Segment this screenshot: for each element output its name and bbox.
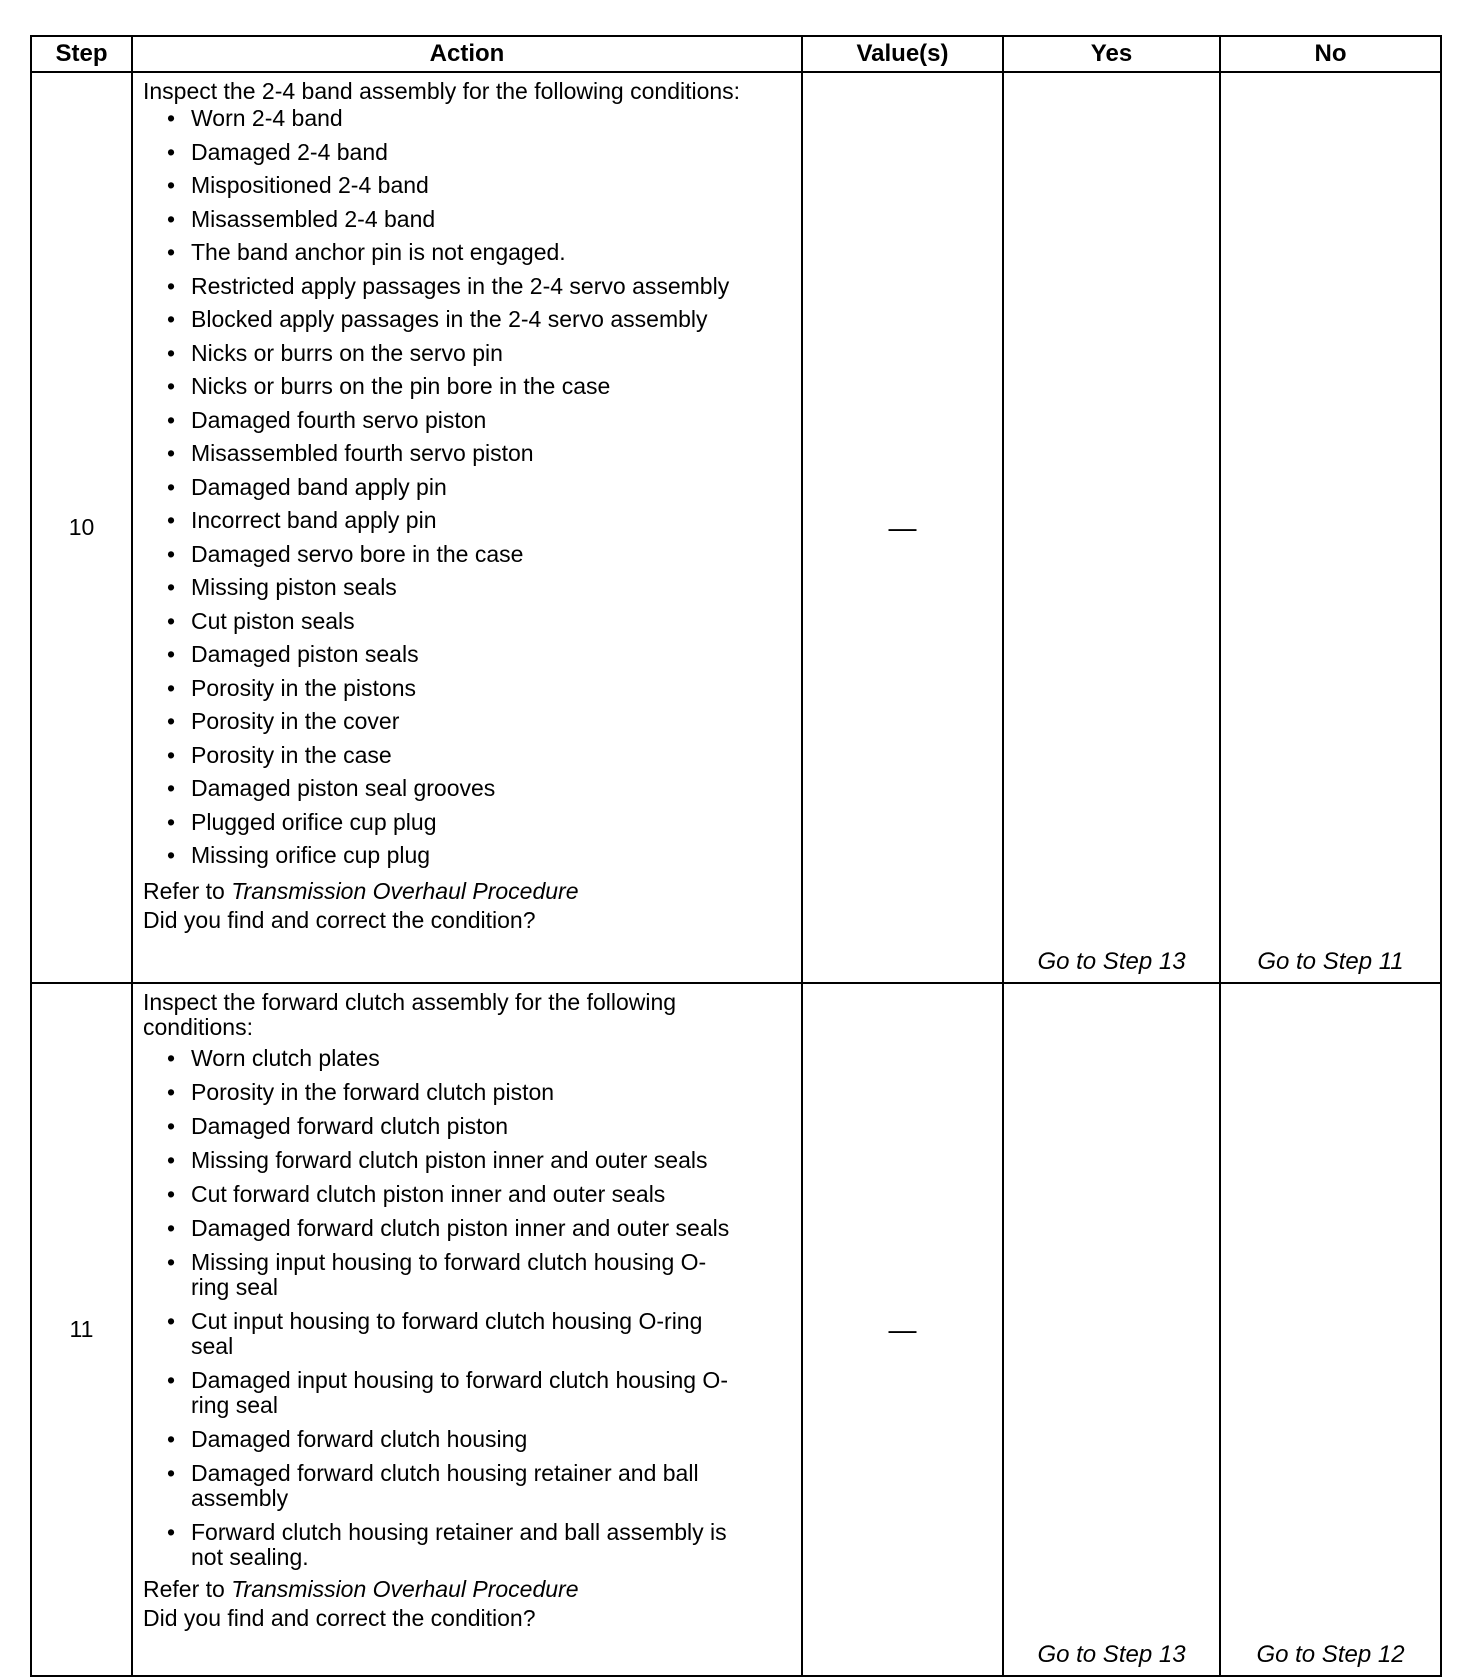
list-item <box>167 843 793 877</box>
bullet: • <box>167 272 176 299</box>
list-item <box>167 307 793 341</box>
condition-text: Damaged forward clutch piston inner and outer seals <box>191 1215 730 1241</box>
list-item <box>167 776 793 810</box>
bullet: • <box>167 306 176 332</box>
value-cell: — <box>802 72 1003 983</box>
condition-text: Porosity in the case <box>191 741 392 768</box>
list-item <box>167 1423 737 1457</box>
condition-text: Damaged piston seals <box>191 641 419 667</box>
list-item <box>167 676 793 710</box>
no-cell: Go to Step 11 <box>1220 72 1441 983</box>
condition-text: Cut input housing to forward clutch housing O-ring seal <box>191 1308 703 1359</box>
list-item <box>167 1076 737 1110</box>
condition-text: Forward clutch housing retainer and ball assembly is not sealing. <box>191 1519 727 1570</box>
bullet: • <box>167 775 176 801</box>
list-item <box>167 1144 737 1178</box>
yes-cell: Go to Step 13 <box>1003 983 1220 1676</box>
reference-line <box>143 879 793 904</box>
action-cell <box>132 72 802 983</box>
bullet: • <box>167 708 176 734</box>
bullet: • <box>167 440 176 466</box>
bullet: • <box>167 607 176 634</box>
bullet: • <box>167 1113 176 1139</box>
list-item <box>167 408 793 442</box>
list-item <box>167 441 793 475</box>
condition-text: Misassembled 2-4 band <box>191 205 436 232</box>
bullet: • <box>167 406 176 433</box>
bullet: • <box>167 1215 176 1241</box>
bullet: • <box>167 1147 176 1173</box>
step-number: 10 <box>31 72 132 983</box>
list-item <box>167 1364 737 1423</box>
condition-text: Cut piston seals <box>191 607 355 634</box>
bullet: • <box>167 507 176 533</box>
list-item <box>167 810 793 844</box>
list-item <box>167 106 793 140</box>
refer-prefix: Refer to <box>143 1576 232 1602</box>
condition-text: Missing orifice cup plug <box>191 842 431 868</box>
header-no: No <box>1220 36 1441 72</box>
question-text: Did you find and correct the condition? <box>143 906 536 933</box>
list-item <box>167 274 793 308</box>
condition-text: Nicks or burrs on the pin bore in the case <box>191 373 611 399</box>
bullet: • <box>167 674 176 701</box>
list-item <box>167 475 793 509</box>
condition-text: The band anchor pin is not engaged. <box>191 239 566 265</box>
header-step: Step <box>31 36 132 72</box>
bullet: • <box>167 641 176 667</box>
bullet: • <box>167 138 176 165</box>
list-item <box>167 1212 737 1246</box>
list-item <box>167 1246 737 1305</box>
bullet: • <box>167 1079 176 1105</box>
list-item <box>167 642 793 676</box>
bullet: • <box>167 842 176 868</box>
condition-text: Damaged band apply pin <box>191 473 447 500</box>
condition-text: Incorrect band apply pin <box>191 507 437 533</box>
list-item <box>167 140 793 174</box>
condition-text: Cut forward clutch piston inner and outer seals <box>191 1181 666 1207</box>
bullet: • <box>167 1181 176 1207</box>
diagnostic-table <box>30 35 1442 1677</box>
list-item <box>167 1457 737 1516</box>
bullet: • <box>167 540 176 567</box>
condition-text: Porosity in the cover <box>191 708 400 734</box>
list-item <box>167 542 793 576</box>
bullet: • <box>167 1367 176 1393</box>
list-item <box>167 341 793 375</box>
table-row <box>31 983 1441 1676</box>
action-intro: Inspect the forward clutch assembly for the following conditions: <box>143 989 677 1040</box>
bullet: • <box>167 172 176 198</box>
list-item <box>167 374 793 408</box>
condition-text: Missing forward clutch piston inner and outer seals <box>191 1147 708 1173</box>
condition-text: Worn 2-4 band <box>191 105 343 131</box>
yes-cell: Go to Step 13 <box>1003 72 1220 983</box>
condition-text: Porosity in the pistons <box>191 674 417 701</box>
bullet: • <box>167 808 176 835</box>
list-item <box>167 1516 737 1575</box>
condition-text: Damaged forward clutch housing retainer and ball assembly <box>191 1460 699 1511</box>
condition-text: Worn clutch plates <box>191 1045 380 1071</box>
bullet: • <box>167 1249 176 1275</box>
list-item <box>167 1110 737 1144</box>
condition-text: Damaged servo bore in the case <box>191 540 524 567</box>
condition-text: Damaged input housing to forward clutch housing O-ring seal <box>191 1367 728 1418</box>
header-row <box>31 36 1441 72</box>
value-cell: — <box>802 983 1003 1676</box>
list-item <box>167 173 793 207</box>
condition-text: Misassembled fourth servo piston <box>191 440 534 466</box>
list-item <box>167 575 793 609</box>
condition-text: Nicks or burrs on the servo pin <box>191 339 503 366</box>
question-text: Did you find and correct the condition? <box>143 1605 536 1631</box>
condition-text: Damaged forward clutch piston <box>191 1113 509 1139</box>
bullet: • <box>167 205 176 232</box>
step-number: 11 <box>31 983 132 1676</box>
bullet: • <box>167 1426 176 1452</box>
condition-text: Mispositioned 2-4 band <box>191 172 429 198</box>
list-item <box>167 1178 737 1212</box>
condition-list <box>143 106 793 877</box>
condition-text: Plugged orifice cup plug <box>191 808 437 835</box>
bullet: • <box>167 339 176 366</box>
bullet: • <box>167 373 176 399</box>
condition-text: Missing piston seals <box>191 574 397 600</box>
table-row <box>31 72 1441 983</box>
bullet: • <box>167 105 176 131</box>
list-item <box>167 240 793 274</box>
no-cell: Go to Step 12 <box>1220 983 1441 1676</box>
bullet: • <box>167 239 176 265</box>
condition-text: Porosity in the forward clutch piston <box>191 1079 555 1105</box>
list-item <box>167 609 793 643</box>
condition-text: Damaged 2-4 band <box>191 138 388 165</box>
condition-text: Damaged forward clutch housing <box>191 1426 528 1452</box>
refer-document: Transmission Overhaul Procedure <box>231 1576 579 1602</box>
condition-text: Damaged piston seal grooves <box>191 775 496 801</box>
action-intro: Inspect the 2-4 band assembly for the following conditions: <box>143 78 741 104</box>
bullet: • <box>167 1308 176 1334</box>
bullet: • <box>167 1045 176 1071</box>
action-cell <box>132 983 802 1676</box>
header-action: Action <box>132 36 802 72</box>
header-yes: Yes <box>1003 36 1220 72</box>
bullet: • <box>167 473 176 500</box>
bullet: • <box>167 1460 176 1486</box>
condition-text: Blocked apply passages in the 2-4 servo assembly <box>191 306 708 332</box>
list-item <box>167 709 793 743</box>
condition-text: Missing input housing to forward clutch housing O-ring seal <box>191 1249 707 1300</box>
condition-text: Damaged fourth servo piston <box>191 406 487 433</box>
bullet: • <box>167 1519 176 1545</box>
list-item <box>167 207 793 241</box>
condition-list <box>143 1042 737 1575</box>
list-item <box>167 1305 737 1364</box>
reference-line <box>143 1577 793 1602</box>
list-item <box>167 1042 737 1076</box>
refer-prefix: Refer to <box>143 877 232 904</box>
bullet: • <box>167 741 176 768</box>
refer-document: Transmission Overhaul Procedure <box>231 877 579 904</box>
bullet: • <box>167 574 176 600</box>
list-item <box>167 508 793 542</box>
list-item <box>167 743 793 777</box>
header-values: Value(s) <box>802 36 1003 72</box>
condition-text: Restricted apply passages in the 2-4 servo assembly <box>191 272 730 299</box>
